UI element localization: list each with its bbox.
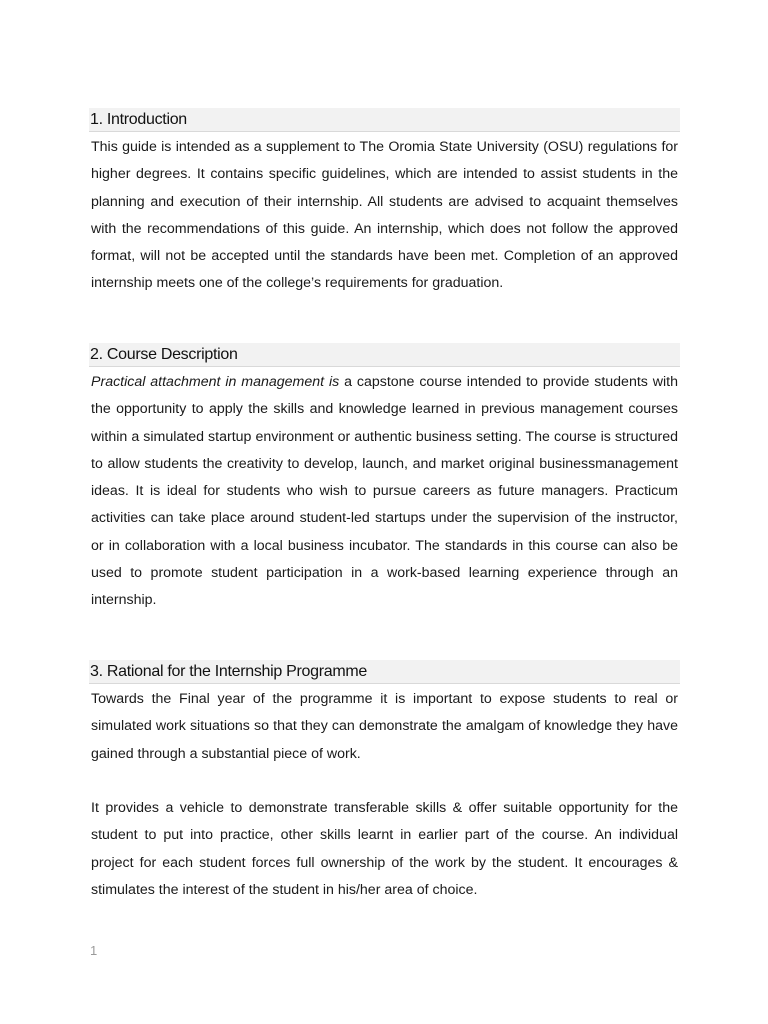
section-title: 1. Introduction xyxy=(90,111,187,128)
section-heading-course-description xyxy=(89,343,680,367)
course-name-italic: Practical attachment in management is xyxy=(91,374,340,390)
course-description-paragraph xyxy=(91,369,678,615)
rationale-paragraph-2: It provides a vehicle to demonstrate transferable skills & offer suitable opportunity for the student to put into practice, other skills learnt in earlier part of the course. An individual project for each student forces full ownership of the work by the student. It encourages & stimulates the interest of the student in his/her area of choice. xyxy=(91,800,678,898)
page-number: 1 xyxy=(90,943,98,958)
course-description-text: a capstone course intended to provide students with the opportunity to apply the skills and knowledge learned in previous management courses within a simulated startup environment or authentic business setting. The course is structured to allow students the creativity to develop, launch, and market original businessmanagement ideas. It is ideal for students who wish to pursue careers as future managers. Practicum activities can take place around student-led startups under the supervision of the instructor, or in collaboration with a local business incubator. The standards in this course can also be used to promote student participation in a work-based learning experience through an internship. xyxy=(91,374,678,609)
section-title: 2. Course Description xyxy=(90,346,238,363)
section-heading-rationale xyxy=(89,660,680,684)
rationale-paragraph-1: Towards the Final year of the programme it is important to expose students to real or simulated work situations so that they can demonstrate the amalgam of knowledge they have gained through a substantial piece of work. xyxy=(91,691,678,762)
introduction-paragraph: This guide is intended as a supplement to The Oromia State University (OSU) regulations for higher degrees. It contains specific guidelines, which are intended to assist students in the planning and execution of their internship. All students are advised to acquaint themselves with the recommendations of this guide. An internship, which does not follow the approved format, will not be accepted until the standards have been met. Completion of an approved internship meets one of the college’s requirements for graduation. xyxy=(91,139,678,292)
section-title: 3. Rational for the Internship Programme xyxy=(90,663,368,680)
section-heading-introduction xyxy=(89,108,680,132)
